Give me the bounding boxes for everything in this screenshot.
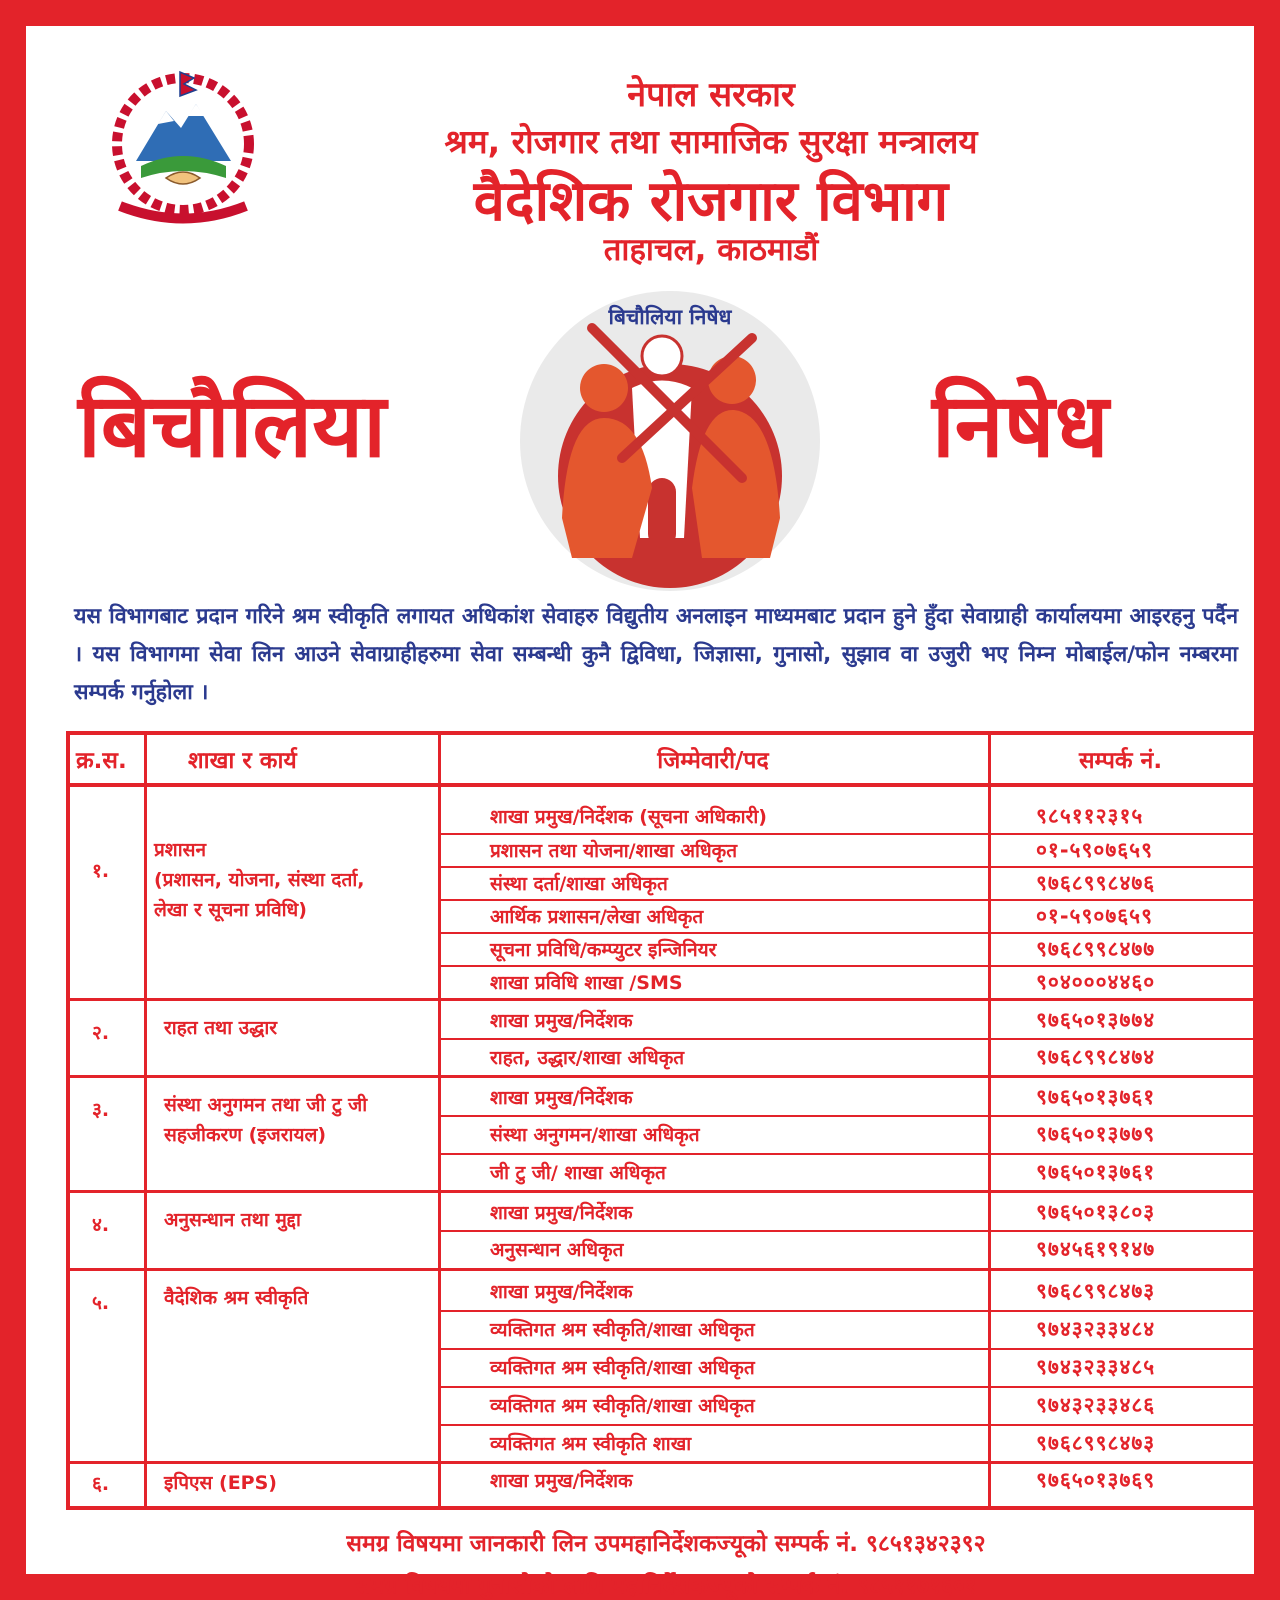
row-divider — [438, 1386, 1253, 1388]
column-divider — [438, 735, 441, 1506]
table-row-phone: ९७६५०१३७७९ — [1036, 1122, 1156, 1146]
header-responsibility: जिम्मेवारी/पद — [657, 748, 769, 774]
column-divider — [988, 735, 991, 1506]
table-row-phone: ९०४०००४४६० — [1036, 969, 1156, 994]
group-number: ३. — [92, 1099, 110, 1121]
table-row-phone: ९७४३२३३४८४ — [1036, 1317, 1156, 1341]
table-row-role: व्यक्तिगत श्रम स्वीकृति/शाखा अधिकृत — [490, 1319, 755, 1341]
table-row-phone: ९७६५०१३७६१ — [1036, 1084, 1156, 1109]
table-row-phone: ९७६५०१३७६१ — [1036, 1159, 1156, 1184]
table-row-role: व्यक्तिगत श्रम स्वीकृति शाखा — [490, 1432, 692, 1455]
table-row-phone: ९७६५०१३७६९ — [1036, 1468, 1156, 1492]
footer-director-contact: समग्र विषयमा गुनासोको लागि महानिर्देशकज्यूको सम्पर्क नं. ९८५११७१६०१ — [355, 1573, 977, 1599]
table-row-phone: ९७६८९९८४७६ — [1036, 870, 1156, 895]
group-name-line: राहत तथा उद्धार — [164, 1017, 278, 1039]
group-name-line: इपिएस (EPS) — [164, 1472, 277, 1494]
group-number: ६. — [92, 1473, 110, 1495]
footer-deputy-contact: समग्र विषयमा जानकारी लिन उपमहानिर्देशकज्यूको सम्पर्क नं. ९८५१३४२३९२ — [346, 1531, 986, 1557]
table-row-role: शाखा प्रमुख/निर्देशक — [490, 1280, 633, 1303]
table-row-role: शाखा प्रविधि शाखा /SMS — [490, 971, 683, 994]
table-row-phone: ९७६८९९८४७४ — [1036, 1044, 1156, 1069]
table-row-role: अनुसन्धान अधिकृत — [490, 1239, 624, 1261]
row-divider — [438, 1038, 1253, 1040]
group-number: ५. — [92, 1292, 110, 1314]
group-divider — [70, 1075, 1253, 1078]
row-divider — [438, 1115, 1253, 1117]
table-row-phone: ९७४३२३३४८५ — [1036, 1355, 1156, 1379]
row-divider — [438, 1424, 1253, 1426]
banner-right-word: निषेध — [932, 374, 1109, 477]
header-contact: सम्पर्क नं. — [1078, 748, 1163, 774]
table-row-role: प्रशासन तथा योजना/शाखा अधिकृत — [490, 839, 738, 862]
row-divider — [438, 1230, 1253, 1232]
table-row-role: सूचना प्रविधि/कम्प्युटर इन्जिनियर — [490, 938, 717, 961]
group-name-line: (प्रशासन, योजना, संस्था दर्ता, — [154, 869, 365, 891]
group-name-line: संस्था अनुगमन तथा जी टु जी — [164, 1094, 368, 1116]
group-number: १. — [92, 860, 110, 882]
table-row-phone: ९७६५०१३८०३ — [1036, 1199, 1156, 1224]
table-row-role: शाखा प्रमुख/निर्देशक — [490, 1470, 633, 1492]
header-branch: शाखा र कार्य — [188, 748, 297, 774]
table-row-phone: ९७६८९९८४७३ — [1036, 1278, 1156, 1303]
header-sn: क्र.स. — [76, 748, 127, 774]
table-row-role: आर्थिक प्रशासन/लेखा अधिकृत — [490, 905, 704, 928]
group-number: २. — [92, 1022, 110, 1044]
table-row-role: व्यक्तिगत श्रम स्वीकृति/शाखा अधिकृत — [490, 1357, 755, 1379]
table-row-role: शाखा प्रमुख/निर्देशक — [490, 1201, 633, 1224]
no-middleman-badge-icon — [512, 288, 828, 594]
table-row-role: संस्था दर्ता/शाखा अधिकृत — [490, 872, 668, 895]
header-ministry: श्रम, रोजगार तथा सामाजिक सुरक्षा मन्त्रालय — [444, 122, 978, 161]
header-location: ताहाचल, काठमाडौं — [603, 232, 819, 268]
table-row-phone: ९७६८९९८४७३ — [1036, 1430, 1156, 1455]
group-name-line: सहजीकरण (इजरायल) — [164, 1124, 327, 1146]
table-row-role: जी टु जी/ शाखा अधिकृत — [490, 1161, 666, 1184]
row-divider — [438, 1348, 1253, 1350]
table-row-phone: ९८५११२३१५ — [1036, 804, 1144, 828]
header-divider — [70, 783, 1253, 787]
table-row-role: व्यक्तिगत श्रम स्वीकृति/शाखा अधिकृत — [490, 1395, 755, 1417]
table-row-role: शाखा प्रमुख/निर्देशक (सूचना अधिकारी) — [490, 806, 767, 828]
group-divider — [70, 998, 1253, 1001]
table-row-phone: ९७६८९९८४७७ — [1036, 936, 1156, 961]
group-name-line: प्रशासन — [154, 839, 207, 861]
header-department: वैदेशिक रोजगार विभाग — [473, 169, 949, 234]
group-number: ४. — [92, 1214, 110, 1236]
row-divider — [438, 1153, 1253, 1155]
table-row-phone: ९७६५०१३७७४ — [1036, 1007, 1156, 1032]
table-row-phone: ०१-५९०७६५९ — [1036, 837, 1153, 862]
table-row-phone: ९७४५६१९१४७ — [1036, 1237, 1156, 1261]
group-divider — [70, 1268, 1253, 1271]
banner-left-word: बिचौलिया — [78, 374, 387, 477]
group-name-line: वैदेशिक श्रम स्वीकृति — [164, 1287, 309, 1309]
table-row-role: राहत, उद्धार/शाखा अधिकृत — [490, 1046, 685, 1069]
table-row-phone: ९७४३२३३४८६ — [1036, 1393, 1156, 1417]
group-divider — [70, 1190, 1253, 1193]
row-divider — [438, 1310, 1253, 1312]
column-divider — [144, 735, 147, 1506]
intro-paragraph: यस विभागबाट प्रदान गरिने श्रम स्वीकृति लगायत अधिकांश सेवाहरु विद्युतीय अनलाइन माध्यमबाट प्रदान हुने हुँदा सेवाग्राही कार्यालयमा आइरहनु पर्दैन । यस विभागमा सेवा लिन आउने सेवाग्राहीहरुमा सेवा सम्बन्धी कुनै द्विविधा, जिज्ञासा, गुनासो, सुझाव वा उजुरी भए निम्न मोबाईल/फोन नम्बरमा सम्पर्क गर्नुहोला । — [74, 604, 1238, 705]
group-name-line: अनुसन्धान तथा मुद्दा — [164, 1209, 301, 1231]
table-row-role: शाखा प्रमुख/निर्देशक — [490, 1009, 633, 1032]
group-divider — [70, 1461, 1253, 1464]
nepal-emblem-icon — [96, 66, 271, 231]
table-row-phone: ०१-५९०७६५९ — [1036, 903, 1153, 928]
table-row-role: संस्था अनुगमन/शाखा अधिकृत — [490, 1124, 700, 1146]
table-row-role: शाखा प्रमुख/निर्देशक — [490, 1086, 633, 1109]
group-name-line: लेखा र सूचना प्रविधि) — [154, 899, 307, 921]
header-government: नेपाल सरकार — [627, 75, 795, 115]
contact-table — [66, 731, 1257, 1510]
badge-text: बिचौलिया निषेध — [608, 305, 732, 329]
